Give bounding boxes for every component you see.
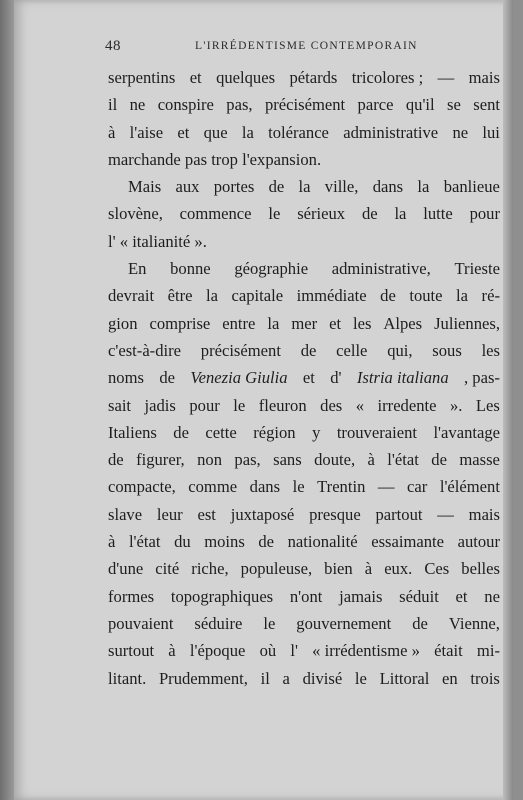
word: le xyxy=(263,613,276,633)
word: capitale xyxy=(231,286,284,306)
word: tolérance xyxy=(268,122,329,142)
word: le xyxy=(268,204,281,224)
word: aux xyxy=(175,177,200,197)
word: et xyxy=(177,122,190,142)
word: le xyxy=(354,668,367,688)
word: l'élément xyxy=(439,477,500,497)
word: l' « italianité ». xyxy=(108,231,207,251)
word: était xyxy=(434,641,463,661)
word: Italiens xyxy=(108,422,157,442)
word: trouveraient xyxy=(336,422,417,442)
word: quelques xyxy=(216,68,276,87)
word: eux. xyxy=(384,559,413,579)
word: Les xyxy=(475,395,500,415)
word: et xyxy=(329,313,342,333)
word: de xyxy=(412,613,428,633)
word: slovène, xyxy=(108,204,163,224)
body-text xyxy=(108,64,500,692)
word: gouvernement xyxy=(296,613,392,633)
italic-word: Venezia Giulia xyxy=(190,368,288,388)
word: autour xyxy=(457,532,500,552)
word: Prudemment, xyxy=(158,668,248,688)
word: « xyxy=(355,395,365,415)
word: — xyxy=(437,504,454,524)
word: essaimante xyxy=(371,532,445,552)
word: de xyxy=(431,450,447,470)
word: trois xyxy=(470,668,500,688)
word: de xyxy=(173,422,189,442)
word: de xyxy=(159,368,175,388)
word: mer xyxy=(291,313,318,333)
text-line xyxy=(108,555,500,582)
word: la xyxy=(456,286,469,306)
word: l'avantage xyxy=(433,422,500,442)
word: mais xyxy=(468,68,500,87)
word: divisé xyxy=(302,668,343,688)
word: de xyxy=(108,450,124,470)
word: il xyxy=(260,668,270,688)
word: litant. xyxy=(108,668,147,688)
word: cette xyxy=(205,422,237,442)
word: de xyxy=(380,286,396,306)
word: c'est-à-dire xyxy=(108,340,182,360)
word: la xyxy=(267,313,280,333)
word: administrative xyxy=(343,122,439,142)
word: qu'il xyxy=(405,95,435,115)
word: doute, xyxy=(314,450,356,470)
word: irredente xyxy=(377,395,437,415)
word: la xyxy=(205,286,218,306)
word: à xyxy=(367,450,375,470)
word: celle xyxy=(336,340,368,360)
word: dans xyxy=(372,177,404,197)
word: de xyxy=(268,177,285,197)
word: de xyxy=(361,204,378,224)
word: ré- xyxy=(481,286,500,306)
word: l'époque xyxy=(189,641,246,661)
word: les xyxy=(353,313,372,333)
word: pour xyxy=(469,204,500,224)
word: Alpes xyxy=(383,313,423,333)
text-line xyxy=(108,337,500,364)
word: serpentins xyxy=(108,68,176,87)
word: comme xyxy=(188,477,238,497)
text-line xyxy=(108,64,500,91)
word: et xyxy=(302,368,315,388)
word: Ces xyxy=(424,559,450,579)
word: à xyxy=(108,122,116,142)
word: y xyxy=(312,422,321,442)
word: riche, xyxy=(191,559,229,579)
word: pas, xyxy=(226,95,253,115)
text-line xyxy=(108,282,500,309)
text-line xyxy=(108,173,500,200)
word: « irrédentisme » xyxy=(312,641,420,661)
word: devrait xyxy=(108,286,155,306)
word: non xyxy=(197,450,223,470)
word: d'une xyxy=(108,559,144,579)
italic-word: Istria italiana xyxy=(356,368,449,388)
word: compacte, xyxy=(108,477,176,497)
word: précisément xyxy=(200,340,281,360)
word: séduire xyxy=(194,613,243,633)
book-gutter-shadow xyxy=(0,0,14,800)
word: et xyxy=(189,68,202,87)
word: Mais xyxy=(128,177,162,197)
word: comprise xyxy=(149,313,211,333)
word: Trieste xyxy=(454,259,500,279)
word: presque xyxy=(309,504,361,524)
word: se xyxy=(447,95,461,115)
page-number: 48 xyxy=(105,38,121,54)
word: juxtaposé xyxy=(230,504,295,524)
word: la xyxy=(241,122,254,142)
text-line xyxy=(108,364,500,391)
word: à xyxy=(108,532,116,552)
word: de xyxy=(258,532,275,552)
word: les xyxy=(481,340,500,360)
word: d' xyxy=(330,368,342,388)
word: ». xyxy=(449,395,463,415)
word: géographie xyxy=(234,259,309,279)
word: — xyxy=(377,477,395,497)
word: Juliennes, xyxy=(434,313,500,333)
word: est xyxy=(197,504,216,524)
word: tricolores ; xyxy=(351,68,424,87)
word: dans xyxy=(249,477,281,497)
word: bien xyxy=(324,559,353,579)
word: portes xyxy=(213,177,255,197)
word: administrative, xyxy=(331,259,431,279)
word: ne xyxy=(452,122,469,142)
text-line xyxy=(108,146,500,173)
word: jamais xyxy=(339,586,383,606)
word: des xyxy=(320,395,343,415)
word: formes xyxy=(108,586,155,606)
page-edge-shadow xyxy=(503,0,513,800)
word: séduit xyxy=(399,586,439,606)
word: parce xyxy=(357,95,394,115)
text-line xyxy=(108,228,500,255)
word: entre xyxy=(222,313,256,333)
word: pouvaient xyxy=(108,613,174,633)
text-line xyxy=(108,665,500,692)
word: Trentin xyxy=(317,477,366,497)
word: Littoral xyxy=(379,668,430,688)
word: du xyxy=(174,532,191,552)
text-line xyxy=(108,610,500,637)
word: ne xyxy=(484,586,500,606)
word: topographiques xyxy=(170,586,274,606)
word: fleuron xyxy=(258,395,307,415)
word: à xyxy=(364,559,373,579)
word: — xyxy=(437,68,455,87)
word: sans xyxy=(273,450,302,470)
word: cité xyxy=(155,559,180,579)
text-line xyxy=(108,91,500,118)
word: ne xyxy=(129,95,146,115)
word: figurer, xyxy=(136,450,185,470)
word: commence xyxy=(179,204,252,224)
text-line xyxy=(108,501,500,528)
text-line xyxy=(108,392,500,419)
word: sent xyxy=(473,95,500,115)
word: il xyxy=(108,95,118,115)
word: , pas- xyxy=(463,368,500,388)
word: sérieux xyxy=(297,204,346,224)
word: la xyxy=(394,204,407,224)
word: à xyxy=(168,641,176,661)
word: que xyxy=(203,122,228,142)
word: l'état xyxy=(128,532,161,552)
word: mais xyxy=(468,504,500,524)
word: leur xyxy=(156,504,183,524)
word: car xyxy=(407,477,428,497)
word: lui xyxy=(482,122,500,142)
word: la xyxy=(298,177,311,197)
word: pour xyxy=(189,395,220,415)
word: gion xyxy=(108,313,138,333)
word: noms xyxy=(108,368,144,388)
word: le xyxy=(233,395,246,415)
word: nationalité xyxy=(287,532,358,552)
word: marchande pas trop l'expansion. xyxy=(108,149,322,169)
word: pétards xyxy=(289,68,338,87)
word: toute xyxy=(409,286,443,306)
word: l'état xyxy=(387,450,419,470)
text-line xyxy=(108,446,500,473)
text-line xyxy=(108,419,500,446)
word: partout xyxy=(375,504,423,524)
running-title: L'IRRÉDENTISME CONTEMPORAIN xyxy=(195,40,418,52)
word: le xyxy=(292,477,305,497)
word: la xyxy=(417,177,430,197)
word: en xyxy=(442,668,458,688)
word: l'aise xyxy=(129,122,164,142)
word: sait xyxy=(108,395,132,415)
word: masse xyxy=(459,450,500,470)
word: où xyxy=(259,641,277,661)
text-line xyxy=(108,528,500,555)
text-line xyxy=(108,583,500,610)
word: mi- xyxy=(476,641,500,661)
word: et xyxy=(455,586,468,606)
word: belles xyxy=(461,559,500,579)
text-line xyxy=(108,119,500,146)
word: ville, xyxy=(324,177,359,197)
word: slave xyxy=(108,504,143,524)
word: n'ont xyxy=(289,586,323,606)
word: être xyxy=(167,286,193,306)
word: précisément xyxy=(264,95,346,115)
word: bonne xyxy=(170,259,211,279)
word: surtout xyxy=(108,641,155,661)
word: qui, xyxy=(387,340,413,360)
running-head xyxy=(105,38,500,56)
text-line xyxy=(108,473,500,500)
word: populeuse, xyxy=(240,559,313,579)
text-line xyxy=(108,255,500,282)
word: Vienne, xyxy=(448,613,500,633)
text-line xyxy=(108,310,500,337)
text-line xyxy=(108,637,500,664)
text-line xyxy=(108,200,500,227)
word: région xyxy=(253,422,296,442)
word: a xyxy=(282,668,290,688)
word: sous xyxy=(432,340,462,360)
word: conspire xyxy=(157,95,214,115)
word: lutte xyxy=(423,204,453,224)
word: banlieue xyxy=(443,177,500,197)
word: de xyxy=(300,340,317,360)
word: immédiate xyxy=(296,286,367,306)
word: pas, xyxy=(234,450,261,470)
word: jadis xyxy=(144,395,176,415)
word: moins xyxy=(204,532,245,552)
word: En xyxy=(128,259,147,279)
word: l' xyxy=(290,641,298,661)
